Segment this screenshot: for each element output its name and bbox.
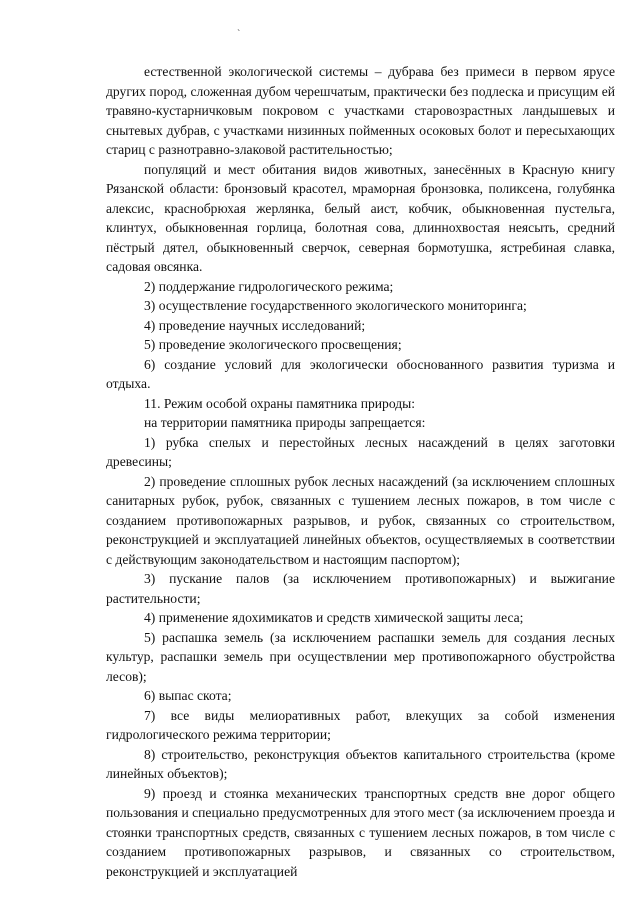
list-item-6: 6) создание условий для экологически обоснованного развития туризма и отдыха. (106, 356, 615, 391)
document-body (106, 62, 615, 881)
list-item-3: 3) осуществление государственного экологического мониторинга; (144, 298, 527, 313)
list-item-5: 5) проведение экологического просвещения; (144, 337, 402, 352)
prohibition-3: 3) пускание палов (за исключением противопожарных) и выжигание растительности; (106, 571, 615, 606)
paragraph-continuation: естественной экологической системы – дубрава без примеси в первом ярусе других пород, сложенная дубом черешчатым, практически без подлеска и присущим ей травяно-кустарничковым покровом с участками старовозрастных ландышевых и снытевых дубрав, с участками низинных пойменных осоковых болот и пересыхающих стариц с разнотравно-злаковой растительностью; (106, 64, 615, 157)
prohibition-2: 2) проведение сплошных рубок лесных насаждений (за исключением сплошных санитарных рубок, рубок, связанных с тушением лесных пожаров, в том числе с созданием противопожарных разрывов, и рубок, связанных со строительством, реконструкцией и эксплуатацией линейных объектов, осуществляемых в соответствии с действующим законодательством и настоящим паспортом); (106, 473, 615, 567)
prohibition-7: 7) все виды мелиоративных работ, влекущих за собой изменения гидрологического режима территории; (106, 707, 615, 742)
scan-mark: ` (237, 29, 241, 40)
prohibition-9: 9) проезд и стоянка механических транспортных средств вне дорог общего пользования и специально предусмотренных для этого мест (за исключением проезда и стоянки транспортных средств, связанных с тушением лесных пожаров, в том числе с созданием противопожарных разрывов, и связанных со строительством, реконструкцией и эксплуатацией (106, 785, 615, 879)
prohibition-4: 4) применение ядохимикатов и средств химической защиты леса; (144, 610, 524, 625)
prohibition-1: 1) рубка спелых и перестойных лесных насаждений в целях заготовки древесины; (106, 434, 615, 469)
list-item-2: 2) поддержание гидрологического режима; (144, 278, 394, 294)
paragraph-species-list: популяций и мест обитания видов животных, занесённых в Красную книгу Рязанской области: бронзовый красотел, мраморная бронзовка, поликсена, голубянка алексис, краснобрюхая жерлянка, белый аист, кобчик, обыкновенная пустельга, клинтух, обыкновенная горлица, болотная сова, длиннохвостая неясыть, средний пёстрый дятел, обыкновенный сверчок, северная бормотушка, ястребиная славка, садовая овсянка. (106, 161, 615, 274)
section-heading-11: 11. Режим особой охраны памятника природы: (144, 395, 416, 411)
prohibition-6: 6) выпас скота; (144, 688, 232, 703)
prohibition-8: 8) строительство, реконструкция объектов капитального строительства (кроме линейных объектов); (106, 746, 615, 781)
prohibition-5: 5) распашка земель (за исключением распашки земель для создания лесных культур, распашки земель при осуществлении мер противопожарного обустройства лесов); (106, 629, 615, 684)
prohibitions-intro: на территории памятника природы запрещается: (144, 415, 426, 430)
list-item-4: 4) проведение научных исследований; (144, 317, 366, 333)
